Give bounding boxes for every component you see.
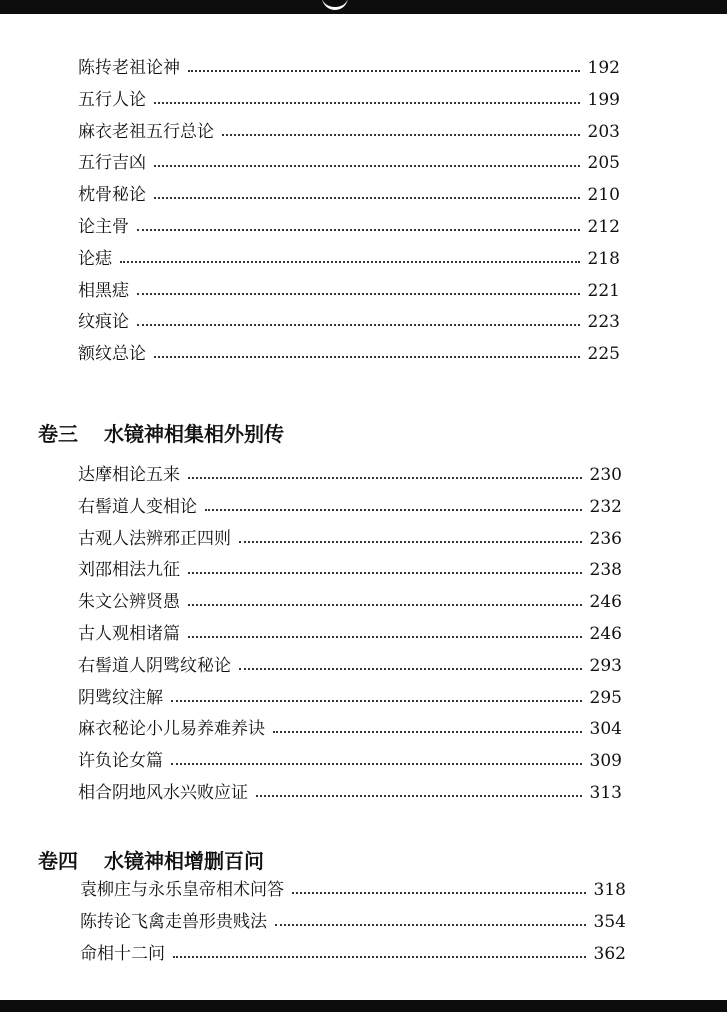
section-title: 水镜神相集相外别传 (104, 422, 284, 446)
toc-entry-page-number: 236 (589, 529, 622, 549)
toc-entry-page-number: 304 (589, 719, 622, 739)
toc-entry[interactable] (78, 246, 620, 272)
toc-entry-title: 陈抟老祖论神 (78, 58, 180, 78)
toc-entry-title: 右髻道人阴骘纹秘论 (78, 656, 231, 676)
toc-entry-title: 额纹总论 (78, 344, 146, 364)
toc-entry-page-number: 362 (593, 944, 626, 964)
toc-entry-title: 刘邵相法九征 (78, 560, 180, 580)
dot-leader (137, 293, 580, 295)
dot-leader (222, 134, 580, 136)
toc-entry[interactable] (80, 909, 626, 935)
toc-entry-page-number: 212 (587, 217, 620, 237)
toc-entry[interactable] (78, 685, 622, 711)
toc-entry-title: 达摩相论五来 (78, 465, 180, 485)
toc-entry-title: 陈抟论飞禽走兽形贵贱法 (80, 912, 267, 932)
dot-leader (188, 572, 582, 574)
toc-entry[interactable] (78, 150, 620, 176)
toc-entry-title: 相合阴地风水兴败应证 (78, 783, 248, 803)
toc-entry-page-number: 210 (587, 185, 620, 205)
toc-entry-page-number: 230 (589, 465, 622, 485)
toc-entry-title: 麻衣秘论小儿易养难养诀 (78, 719, 265, 739)
crescent-mark-icon (322, 0, 348, 10)
toc-entry[interactable] (78, 462, 622, 488)
toc-entry[interactable] (78, 748, 622, 774)
toc-entry[interactable] (78, 780, 622, 806)
toc-entry-title: 相黑痣 (78, 281, 129, 301)
dot-leader (171, 700, 582, 702)
section-heading-4 (38, 845, 264, 874)
toc-entry[interactable] (78, 55, 620, 81)
dot-leader (154, 165, 580, 167)
dot-leader (188, 477, 582, 479)
dot-leader (137, 324, 580, 326)
toc-entry[interactable] (78, 716, 622, 742)
toc-entry[interactable] (78, 557, 622, 583)
toc-entry[interactable] (78, 214, 620, 240)
toc-entry-page-number: 246 (589, 624, 622, 644)
toc-entry-title: 论痣 (78, 249, 112, 269)
toc-entry-page-number: 295 (589, 688, 622, 708)
toc-entry-page-number: 354 (593, 912, 626, 932)
section-title: 水镜神相增删百问 (104, 849, 264, 873)
section-heading-3 (38, 418, 284, 447)
toc-entry-page-number: 313 (589, 783, 622, 803)
toc-entry-title: 五行人论 (78, 90, 146, 110)
section-number: 卷四 (38, 849, 78, 873)
toc-entry-title: 阴骘纹注解 (78, 688, 163, 708)
toc-entry-page-number: 218 (587, 249, 620, 269)
toc-entry-title: 古观人法辨邪正四则 (78, 529, 231, 549)
bottom-scan-edge (0, 1000, 727, 1012)
top-scan-edge (0, 0, 727, 14)
toc-entry-title: 纹痕论 (78, 312, 129, 332)
toc-entry-page-number: 309 (589, 751, 622, 771)
toc-entry-page-number: 246 (589, 592, 622, 612)
toc-entry-page-number: 223 (587, 312, 620, 332)
dot-leader (137, 229, 580, 231)
toc-entry[interactable] (78, 494, 622, 520)
toc-entry[interactable] (78, 182, 620, 208)
dot-leader (154, 197, 580, 199)
toc-entry-title: 枕骨秘论 (78, 185, 146, 205)
toc-entry[interactable] (78, 87, 620, 113)
dot-leader (120, 261, 580, 263)
toc-entry-page-number: 205 (587, 153, 620, 173)
toc-entry-title: 古人观相诸篇 (78, 624, 180, 644)
toc-entry-title: 论主骨 (78, 217, 129, 237)
toc-entry[interactable] (78, 278, 620, 304)
toc-entry-title: 许负论女篇 (78, 751, 163, 771)
dot-leader (188, 70, 580, 72)
toc-entry-page-number: 232 (589, 497, 622, 517)
dot-leader (173, 956, 586, 958)
toc-entry[interactable] (80, 877, 626, 903)
dot-leader (275, 924, 586, 926)
toc-entry-title: 五行吉凶 (78, 153, 146, 173)
toc-entry-title: 右髻道人变相论 (78, 497, 197, 517)
toc-entry[interactable] (80, 941, 626, 967)
section-number: 卷三 (38, 422, 78, 446)
dot-leader (239, 541, 582, 543)
toc-entry[interactable] (78, 589, 622, 615)
toc-entry[interactable] (78, 526, 622, 552)
toc-entry[interactable] (78, 309, 620, 335)
toc-entry-title: 命相十二问 (80, 944, 165, 964)
toc-entry[interactable] (78, 653, 622, 679)
dot-leader (154, 102, 580, 104)
toc-entry-page-number: 221 (587, 281, 620, 301)
dot-leader (239, 668, 582, 670)
toc-entry-page-number: 203 (587, 122, 620, 142)
dot-leader (292, 892, 586, 894)
toc-entry[interactable] (78, 621, 622, 647)
dot-leader (273, 731, 582, 733)
dot-leader (154, 356, 580, 358)
dot-leader (256, 795, 582, 797)
toc-entry-page-number: 199 (587, 90, 620, 110)
toc-entry-page-number: 318 (593, 880, 626, 900)
toc-entry-title: 朱文公辨贤愚 (78, 592, 180, 612)
dot-leader (188, 604, 582, 606)
toc-entry-page-number: 192 (587, 58, 620, 78)
toc-entry[interactable] (78, 341, 620, 367)
toc-entry-page-number: 238 (589, 560, 622, 580)
toc-entry-page-number: 293 (589, 656, 622, 676)
toc-entry[interactable] (78, 119, 620, 145)
dot-leader (188, 636, 582, 638)
toc-entry-page-number: 225 (587, 344, 620, 364)
dot-leader (171, 763, 582, 765)
toc-entry-title: 袁柳庄与永乐皇帝相术问答 (80, 880, 284, 900)
dot-leader (205, 509, 582, 511)
toc-entry-title: 麻衣老祖五行总论 (78, 122, 214, 142)
